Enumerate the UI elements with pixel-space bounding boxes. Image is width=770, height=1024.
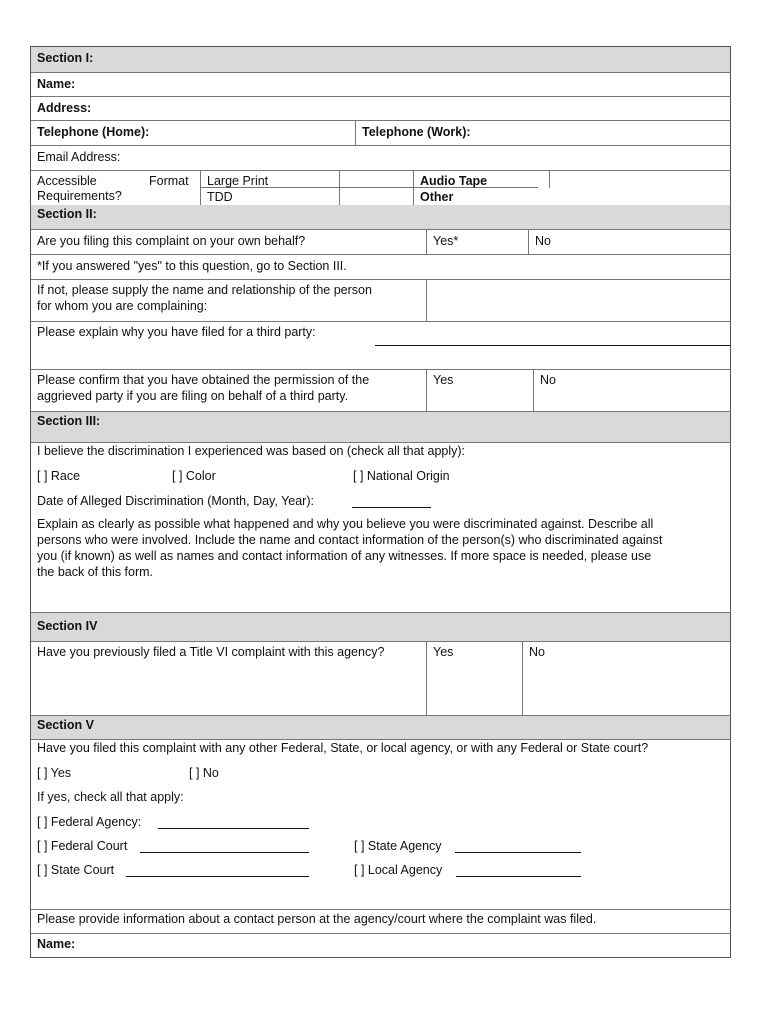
state-agency-checkbox[interactable]: [ ] State Agency xyxy=(354,839,442,853)
section-4-title: Section IV xyxy=(37,619,98,633)
own-behalf-question: Are you filing this complaint on your own behalf? xyxy=(37,234,306,248)
address-label: Address: xyxy=(37,101,92,115)
permission-no[interactable]: No xyxy=(540,373,556,387)
section-2-header xyxy=(31,205,730,229)
state-agency-line[interactable] xyxy=(455,852,581,853)
section-2-title: Section II: xyxy=(37,207,97,221)
third-party-answer-line[interactable] xyxy=(375,345,730,346)
if-yes-note: *If you answered "yes" to this question, go to Section III. xyxy=(37,259,347,273)
explain-line-4: the back of this form. xyxy=(37,565,154,579)
permission-row xyxy=(31,369,730,411)
section-3-title: Section III: xyxy=(37,414,101,428)
section-3-header xyxy=(31,411,730,442)
section-5-header xyxy=(31,715,730,739)
explain-paragraph xyxy=(37,516,724,580)
telephone-row xyxy=(31,120,730,145)
explain-line-1: Explain as clearly as possible what happened and why you believe you were discriminated against. Describe all xyxy=(37,517,654,531)
third-party-row xyxy=(31,321,730,369)
previously-filed-no[interactable]: No xyxy=(529,645,545,659)
if-not-line-1: If not, please supply the name and relationship of the person xyxy=(37,283,372,297)
national-origin-checkbox[interactable]: [ ] National Origin xyxy=(353,469,450,483)
basis-question: I believe the discrimination I experienced was based on (check all that apply): xyxy=(37,444,466,458)
contact-name-label: Name: xyxy=(37,937,76,951)
own-behalf-row xyxy=(31,229,730,254)
permission-line-2: aggrieved party if you are filing on behalf of a third party. xyxy=(37,389,349,403)
previously-filed-row xyxy=(31,641,730,715)
explain-line-3: you (if known) as well as names and contact information of any witnesses. If more space is needed, please use xyxy=(37,549,652,563)
federal-agency-line[interactable] xyxy=(158,828,309,829)
federal-court-line[interactable] xyxy=(140,852,309,853)
third-party-question: Please explain why you have filed for a third party: xyxy=(37,325,316,339)
section-1-header xyxy=(31,47,730,72)
other-agency-no[interactable]: [ ] No xyxy=(189,766,219,780)
requirements-label: Requirements? xyxy=(37,189,122,203)
previously-filed-question: Have you previously filed a Title VI complaint with this agency? xyxy=(37,645,385,659)
permission-yes[interactable]: Yes xyxy=(433,373,454,387)
contact-info-row xyxy=(31,909,730,933)
telephone-home-label: Telephone (Home): xyxy=(37,125,150,139)
contact-name-row[interactable] xyxy=(31,933,730,957)
local-agency-checkbox[interactable]: [ ] Local Agency xyxy=(354,863,443,877)
other-agency-question: Have you filed this complaint with any other Federal, State, or local agency, or with any Federal or State court? xyxy=(37,741,649,755)
complaint-form xyxy=(30,46,731,958)
telephone-work-label: Telephone (Work): xyxy=(362,125,471,139)
email-row[interactable] xyxy=(31,145,730,170)
color-checkbox[interactable]: [ ] Color xyxy=(172,469,216,483)
previously-filed-yes[interactable]: Yes xyxy=(433,645,454,659)
date-label: Date of Alleged Discrimination (Month, Day, Year): xyxy=(37,494,314,508)
accessible-label: Accessible xyxy=(37,174,97,188)
permission-line-1: Please confirm that you have obtained the permission of the xyxy=(37,373,370,387)
section-5-body xyxy=(31,739,730,909)
tdd-option[interactable]: TDD xyxy=(207,190,233,204)
race-checkbox[interactable]: [ ] Race xyxy=(37,469,81,483)
other-option[interactable]: Other xyxy=(420,190,454,204)
name-row[interactable] xyxy=(31,72,730,96)
section-5-title: Section V xyxy=(37,718,94,732)
accessible-format-row xyxy=(31,170,730,205)
large-print-option[interactable]: Large Print xyxy=(207,174,269,188)
section-3-body xyxy=(31,442,730,612)
contact-info-text: Please provide information about a contact person at the agency/court where the complaint was filed. xyxy=(37,912,597,926)
if-yes-note-row xyxy=(31,254,730,279)
name-label: Name: xyxy=(37,77,76,91)
audio-tape-option[interactable]: Audio Tape xyxy=(420,174,488,188)
federal-court-checkbox[interactable]: [ ] Federal Court xyxy=(37,839,128,853)
format-label: Format xyxy=(149,174,189,188)
own-behalf-no[interactable]: No xyxy=(535,234,551,248)
section-1-title: Section I: xyxy=(37,51,94,65)
state-court-checkbox[interactable]: [ ] State Court xyxy=(37,863,115,877)
check-all-label: If yes, check all that apply: xyxy=(37,790,184,804)
section-4-header xyxy=(31,612,730,641)
if-not-line-2: for whom you are complaining: xyxy=(37,299,208,313)
local-agency-line[interactable] xyxy=(456,876,581,877)
federal-agency-checkbox[interactable]: [ ] Federal Agency: xyxy=(37,815,142,829)
address-row[interactable] xyxy=(31,96,730,120)
if-not-row xyxy=(31,279,730,321)
explain-line-2: persons who were involved. Include the name and contact information of the person(s) who discriminated against xyxy=(37,533,663,547)
date-answer-line[interactable] xyxy=(352,507,431,508)
other-agency-yes[interactable]: [ ] Yes xyxy=(37,766,72,780)
email-label: Email Address: xyxy=(37,150,121,164)
own-behalf-yes[interactable]: Yes* xyxy=(433,234,459,248)
state-court-line[interactable] xyxy=(126,876,309,877)
